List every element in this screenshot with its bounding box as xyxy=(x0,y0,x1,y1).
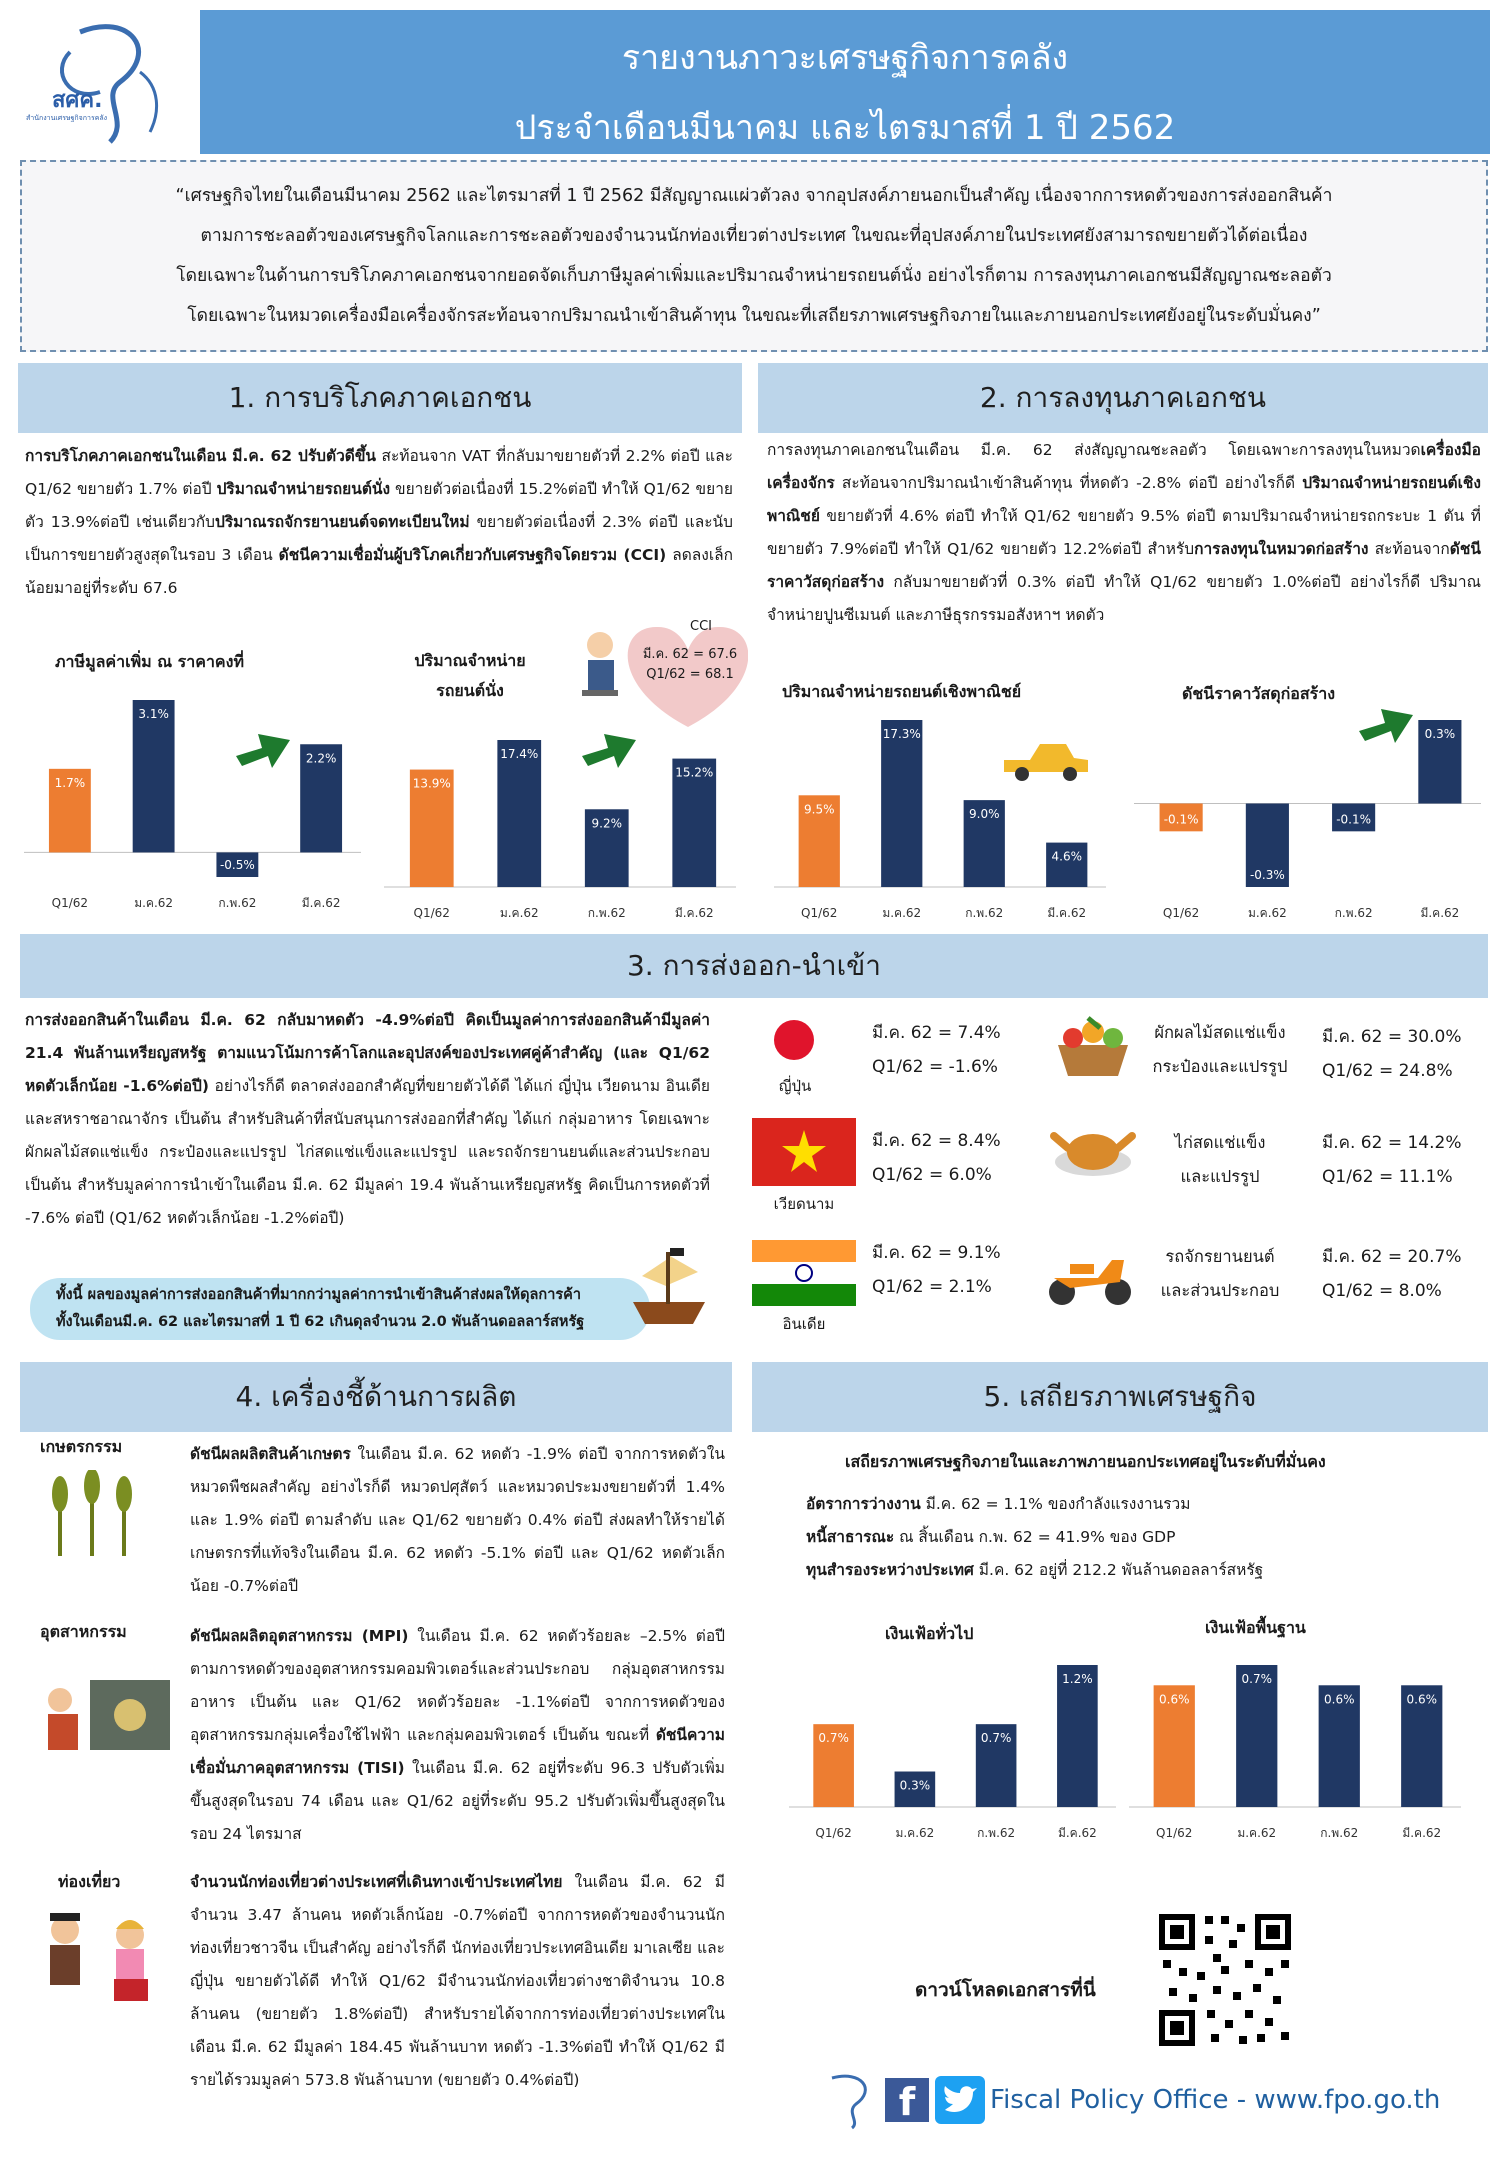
chart-data-label: 0.6% xyxy=(1159,1692,1190,1707)
product-chicken xyxy=(1140,1126,1300,1194)
text-bold: การบริโภคภาคเอกชนในเดือน มี.ค. 62 ปรับตัวดีขึ้น xyxy=(25,447,377,465)
text: ในเดือน มี.ค. 62 มีจำนวน 3.47 ล้านคน หดตัวเล็กน้อย -0.7%ต่อปี จากการหดตัวของจำนวนนักท่องเที่ยวชาวจีน เป็นสำคัญ อย่างไรก็ดี นักท่องเที่ยวประเทศอินเดีย มาเลเซีย และญี่ปุ่น ขยายตัวได้ดี ทำให้ Q1/62 มีจำนวนนักท่องเที่ยวต่างชาติจำนวน 10.8 ล้านคน (ขยายตัว 1.8%ต่อปี) สำหรับรายได้จากการท่องเที่ยวต่างประเทศในเดือน มี.ค. 62 มีมูลค่า 184.45 พันล้านบาท หดตัว -1.3%ต่อปี ทำให้ Q1/62 มีรายได้รวมมูลค่า 573.8 พันล้านบาท (ขยายตัว 0.4%ต่อปี) xyxy=(190,1873,725,2089)
report-subtitle: ประจำเดือนมีนาคม และไตรมาสที่ 1 ปี 2562 xyxy=(514,108,1176,148)
chart-data-label: 13.9% xyxy=(412,776,451,791)
chart-tick-label: Q1/62 xyxy=(801,906,838,920)
tourism-text xyxy=(190,1866,725,2097)
qr-code-icon[interactable] xyxy=(1155,1910,1295,2050)
stat-month: มี.ค. 62 = 30.0% xyxy=(1322,1027,1462,1047)
text-bold: อัตราการว่างงาน xyxy=(806,1495,921,1513)
country-name: ญี่ปุ่น xyxy=(778,1077,812,1095)
chart-bar xyxy=(881,720,922,887)
chart-tick-label: ก.พ.62 xyxy=(1334,906,1373,920)
chart-title-car-sales: ปริมาณจำหน่าย รถยนต์นั่ง xyxy=(414,651,526,700)
chicken-icon xyxy=(1048,1118,1138,1190)
tourist-icon xyxy=(30,1905,180,2005)
chart-tick-label: ม.ค.62 xyxy=(882,906,922,920)
chart-data-label: 9.5% xyxy=(804,802,835,817)
chart-bar xyxy=(1236,1665,1277,1807)
section-3-text xyxy=(25,1004,710,1235)
chart-data-label: 1.2% xyxy=(1062,1672,1093,1686)
chart-data-label: 0.6% xyxy=(1324,1692,1355,1707)
text-bold: จำนวนนักท่องเที่ยวต่างประเทศที่เดินทางเข้าประเทศไทย xyxy=(190,1873,563,1891)
chart-data-label: 4.6% xyxy=(1051,849,1082,864)
up-arrow-icon xyxy=(232,722,294,777)
trade-balance-text: ทั้งในเดือนมี.ค. 62 และไตรมาสที่ 1 ปี 62 เกินดุลจำนวน 2.0 พันล้านดอลลาร์สหรัฐ xyxy=(56,1314,585,1330)
chart-data-label: 0.7% xyxy=(818,1731,849,1746)
stat-quarter: Q1/62 = -1.6% xyxy=(872,1057,998,1077)
summary-line: “เศรษฐกิจไทยในเดือนมีนาคม 2562 และไตรมาสที่ 1 ปี 2562 มีสัญญาณแผ่วตัวลง จากอุปสงค์ภายนอกเป็นสำคัญ เนื่องจากการหดตัวของการส่งออกสินค้า xyxy=(175,186,1333,206)
product-name: ไก่สดแช่แข็ง xyxy=(1174,1133,1266,1152)
chart-data-label: 2.2% xyxy=(305,751,337,766)
chart-tick-label: ก.พ.62 xyxy=(965,906,1004,920)
chart-tick-label: ม.ค.62 xyxy=(499,906,539,920)
chart-data-label: 3.1% xyxy=(138,707,169,721)
stat-quarter: Q1/62 = 2.1% xyxy=(872,1277,992,1297)
public-debt-row xyxy=(806,1521,1466,1554)
text-bold: หนี้สาธารณะ xyxy=(806,1528,895,1546)
summary-line: โดยเฉพาะในหมวดเครื่องมือเครื่องจักรสะท้อนจากปริมาณนำเข้าสินค้าทุน ในขณะที่เสถียรภาพเศรษฐกิจภายในและภายนอกประเทศยังอยู่ในระดับมั่นคง” xyxy=(187,306,1321,326)
text-bold: ดัชนีผลผลิตสินค้าเกษตร xyxy=(190,1445,351,1463)
stat-quarter: Q1/62 = 8.0% xyxy=(1322,1281,1442,1301)
chart-construction-index xyxy=(1130,700,1485,925)
text: ในเดือน มี.ค. 62 หดตัว -1.9% ต่อปี จากการหดตัวในหมวดพืชผลสำคัญ อย่างไรก็ดี หมวดปศุสัตว์ และหมวดประมงขยายตัวที่ 1.4% และ 1.9% ต่อปี ตามลำดับ และ Q1/62 ขยายตัว 0.4% ต่อปี ส่งผลทำให้รายได้เกษตรกรที่แท้จริงในเดือน มี.ค. 62 หดตัว -5.1% ต่อปี และ Q1/62 หดตัวเล็กน้อย -0.7%ต่อปี xyxy=(190,1445,725,1595)
text: ลดลงเล็กน้อยมาอยู่ที่ระดับ 67.6 xyxy=(25,546,734,597)
country-india xyxy=(752,1240,856,1336)
up-arrow-icon xyxy=(1355,697,1417,752)
stability-headline: เสถียรภาพเศรษฐกิจภายในและภาพภายนอกประเทศอยู่ในระดับที่มั่นคง xyxy=(845,1452,1326,1471)
product-name: รถจักรยานยนต์ xyxy=(1165,1247,1275,1266)
chart-tick-label: ก.พ.62 xyxy=(1320,1826,1359,1840)
chart-tick-label: Q1/62 xyxy=(1162,906,1200,920)
stat-quarter: Q1/62 = 24.8% xyxy=(1322,1061,1453,1081)
chart-bar xyxy=(133,700,175,852)
text-bold: ปริมาณจำหน่ายรถยนต์นั่ง xyxy=(216,480,391,498)
tourism-label: ท่องเที่ยว xyxy=(58,1872,121,1891)
text-bold: การส่งออกสินค้าในเดือน มี.ค. 62 กลับมาหดตัว -4.9%ต่อปี คิดเป็นมูลค่าการส่งออกสินค้ามีมูลค่า 21.4 พันล้านเหรียญสหรัฐ ตามแนวโน้มการค้าโลกและอุปสงค์ของประเทศคู่ค้าสำคัญ (และ Q1/62 หดตัวเล็กน้อย -1.6%ต่อปี) xyxy=(25,1011,710,1095)
chart-tick-label: มี.ค.62 xyxy=(1057,1826,1097,1840)
text: กลับมาขยายตัวที่ 0.3% ต่อปี ทำให้ Q1/62 ขยายตัว 1.0%ต่อปี อย่างไรก็ดี ปริมาณจำหน่ายปูนซีเมนต์ และภาษีธุรกรรมอสังหาฯ หดตัว xyxy=(767,573,1481,624)
chart-data-label: -0.1% xyxy=(1336,812,1372,827)
text-bold: ดัชนีราคาวัสดุก่อสร้าง xyxy=(767,540,1481,591)
facebook-icon[interactable]: f xyxy=(885,2078,929,2122)
chart-data-label: 15.2% xyxy=(675,765,714,780)
product-name: และส่วนประกอบ xyxy=(1160,1281,1280,1300)
summary-line: ตามการชะลอตัวของเศรษฐกิจโลกและการชะลอตัวของจำนวนนักท่องเที่ยวต่างประเทศ ในขณะที่อุปสงค์ภายในประเทศยังสามารถขยายตัวได้ต่อเนื่อง xyxy=(200,226,1308,246)
country-name: อินเดีย xyxy=(782,1315,826,1333)
chart-tick-label: Q1/62 xyxy=(815,1826,852,1840)
stability-list xyxy=(806,1488,1466,1587)
vietnam-flag-icon xyxy=(752,1118,856,1186)
product-name: กระป๋องและแปรรูป xyxy=(1152,1057,1288,1076)
summary-line: โดยเฉพาะในด้านการบริโภคภาคเอกชนจากยอดจัดเก็บภาษีมูลค่าเพิ่มและปริมาณจำหน่ายรถยนต์นั่ง อย่างไรก็ตาม การลงทุนภาคเอกชนมีสัญญาณชะลอตัว xyxy=(176,266,1332,286)
chart-title-commercial: ปริมาณจำหน่ายรถยนต์เชิงพาณิชย์ xyxy=(782,682,1022,701)
chart-data-label: 0.3% xyxy=(899,1778,931,1793)
stat-month: มี.ค. 62 = 14.2% xyxy=(1322,1133,1462,1153)
product-name: ผักผลไม้สดแช่แข็ง xyxy=(1154,1023,1286,1042)
chart-car-sales xyxy=(380,690,740,925)
footer-logo-icon xyxy=(812,2070,882,2130)
industry-icon xyxy=(30,1660,180,1770)
chart-bar xyxy=(1057,1665,1098,1807)
chart-headline-inflation xyxy=(785,1655,1120,1845)
chart-bar xyxy=(497,740,541,887)
chart-core-inflation xyxy=(1125,1655,1465,1845)
text: ในเดือน มี.ค. 62 อยู่ที่ระดับ 96.3 ปรับตัวเพิ่มขึ้นสูงสุดในรอบ 74 เดือน และ Q1/62 อยู่ที่ระดับ 95.2 ปรับตัวเพิ่มขึ้นสูงสุดในรอบ 24 ไตรมาส xyxy=(190,1759,725,1843)
cci-month: มี.ค. 62 = 67.6 xyxy=(642,647,738,662)
chart-title-construction: ดัชนีราคาวัสดุก่อสร้าง xyxy=(1182,684,1336,703)
product-stat-motorcycle xyxy=(1322,1240,1461,1308)
chart-data-label: 0.7% xyxy=(980,1731,1012,1746)
chart-tick-label: ก.พ.62 xyxy=(977,1826,1016,1840)
twitter-icon[interactable] xyxy=(935,2076,985,2124)
text: อย่างไรก็ดี ตลาดส่งออกสำคัญที่ขยายตัวได้ดี ได้แก่ ญี่ปุ่น เวียดนาม อินเดีย และสหราชอาณาจักร เป็นต้น สำหรับสินค้าที่สนับสนุนการส่งออกที่สำคัญ ได้แก่ กลุ่มอาหาร โดยเฉพาะผักผลไม้สดแช่แข็ง กระป๋องและแปรรูป ไก่สดแช่แข็งและแปรรูป และรถจักรยานยนต์และส่วนประกอบ เป็นต้น สำหรับมูลค่าการนำเข้าในเดือน มี.ค. 62 มีมูลค่า 19.4 พันล้านเหรียญสหรัฐ คิดเป็นการหดตัวที่ -7.6% ต่อปี (Q1/62 หดตัวเล็กน้อย -1.2%ต่อปี) xyxy=(25,1077,710,1227)
text: ขยายตัวต่อเนื่องที่ 15.2%ต่อปี ทำให้ Q1/62 ขยายตัว 13.9%ต่อปี เช่นเดียวกับ xyxy=(25,480,733,531)
cci-title: CCI xyxy=(690,619,712,634)
chart-data-label: 1.7% xyxy=(54,775,86,790)
section-2-text xyxy=(767,434,1481,632)
stat-month: มี.ค. 62 = 9.1% xyxy=(872,1243,1001,1263)
chart-tick-label: มี.ค.62 xyxy=(1402,1826,1442,1840)
chart-title-vat: ภาษีมูลค่าเพิ่ม ณ ราคาคงที่ xyxy=(55,652,244,671)
text: ขยายตัวต่อเนื่องที่ 2.3% ต่อปี และนับเป็นการขยายตัวสูงสุดในรอบ 3 เดือน xyxy=(25,513,733,564)
text: มี.ค. 62 อยู่ที่ 212.2 พันล้านดอลลาร์สหรัฐ xyxy=(973,1561,1264,1579)
text: มี.ค. 62 = 1.1% ของกำลังแรงงานรวม xyxy=(920,1495,1191,1513)
text-bold: ปริมาณจำหน่ายรถยนต์เชิงพาณิชย์ xyxy=(767,474,1481,525)
text-bold: ดัชนีผลผลิตอุตสาหกรรม (MPI) xyxy=(190,1627,409,1645)
cci-quarter: Q1/62 = 68.1 xyxy=(646,667,734,682)
stat-month: มี.ค. 62 = 20.7% xyxy=(1322,1247,1462,1267)
country-name: เวียดนาม xyxy=(773,1195,835,1213)
unemployment-row xyxy=(806,1488,1466,1521)
chart-data-label: 17.3% xyxy=(882,727,921,741)
chart-tick-label: ก.พ.62 xyxy=(218,896,257,910)
chart-tick-label: มี.ค.62 xyxy=(301,896,341,910)
chart-tick-label: มี.ค.62 xyxy=(1047,906,1087,920)
stat-quarter: Q1/62 = 11.1% xyxy=(1322,1167,1453,1187)
text: การลงทุนภาคเอกชนในเดือน มี.ค. 62 ส่งสัญญาณชะลอตัว โดยเฉพาะการลงทุนในหมวด xyxy=(767,441,1421,459)
text-bold: ดัชนีความเชื่อมั่นภาคอุตสาหกรรม (TISI) xyxy=(190,1726,725,1777)
country-stat-vietnam xyxy=(872,1124,1001,1192)
chart-tick-label: Q1/62 xyxy=(51,896,89,910)
country-vietnam xyxy=(752,1118,856,1216)
report-title: รายงานภาวะเศรษฐกิจการคลัง xyxy=(621,38,1069,78)
text-bold: การลงทุนในหมวดก่อสร้าง xyxy=(1194,540,1369,558)
chart-data-label: 0.3% xyxy=(1424,727,1456,741)
chart-title-core-inflation: เงินเฟ้อพื้นฐาน xyxy=(1205,1618,1306,1637)
section-4-title: 4. เครื่องชี้ด้านการผลิต xyxy=(20,1362,732,1432)
text: สะท้อนจากปริมาณนำเข้าสินค้าทุน ที่หดตัว -2.8% ต่อปี อย่างไรก็ดี xyxy=(834,474,1303,492)
logo-subtext: สำนักงานเศรษฐกิจการคลัง xyxy=(26,114,108,122)
trade-balance-text: ทั้งนี้ ผลของมูลค่าการส่งออกสินค้าที่มากกว่ามูลค่าการนำเข้าสินค้าส่งผลให้ดุลการค้า xyxy=(56,1287,581,1303)
stat-month: มี.ค. 62 = 8.4% xyxy=(872,1131,1001,1151)
product-stat-fruit xyxy=(1322,1020,1461,1088)
download-label: ดาวน์โหลดเอกสารที่นี่ xyxy=(915,1979,1096,2001)
text: ในเดือน มี.ค. 62 หดตัวร้อยละ –2.5% ต่อปี ตามการหดตัวของอุตสาหกรรมคอมพิวเตอร์และส่วนประกอบ กลุ่มอุตสาหกรรมอาหาร เป็นต้น และ Q1/62 หดตัวร้อยละ -1.1%ต่อปี จากการหดตัวของอุตสาหกรรมกลุ่มเครื่องใช้ไฟฟ้า และกลุ่มคอมพิวเตอร์ เป็นต้น ขณะที่ xyxy=(190,1627,725,1744)
ship-icon xyxy=(628,1242,710,1337)
text-bold: เครื่องมือเครื่องจักร xyxy=(767,441,1481,492)
chart-data-label: 0.7% xyxy=(1241,1672,1272,1686)
japan-flag-icon xyxy=(774,1020,814,1060)
text-bold: ดัชนีความเชื่อมั่นผู้บริโภคเกี่ยวกับเศรษฐกิจโดยรวม (CCI) xyxy=(278,546,667,564)
chart-tick-label: ม.ค.62 xyxy=(895,1826,935,1840)
chart-data-label: -0.1% xyxy=(1163,812,1199,827)
motorcycle-icon xyxy=(1040,1238,1140,1310)
text: ณ สิ้นเดือน ก.พ. 62 = 41.9% ของ GDP xyxy=(894,1528,1176,1546)
stat-quarter: Q1/62 = 6.0% xyxy=(872,1165,992,1185)
chart-tick-label: Q1/62 xyxy=(1156,1826,1193,1840)
chart-data-label: 17.4% xyxy=(500,747,539,761)
india-flag-icon xyxy=(752,1240,856,1306)
chart-data-label: 9.0% xyxy=(969,807,1000,822)
chart-data-label: -0.3% xyxy=(1249,868,1285,882)
fpo-logo xyxy=(10,12,185,152)
summary-box xyxy=(20,160,1488,352)
chart-tick-label: ม.ค.62 xyxy=(134,896,174,910)
trade-balance-banner xyxy=(30,1278,650,1340)
chart-tick-label: มี.ค.62 xyxy=(674,906,714,920)
chart-tick-label: ก.พ.62 xyxy=(587,906,626,920)
section-5-title: 5. เสถียรภาพเศรษฐกิจ xyxy=(752,1362,1488,1432)
product-fruit xyxy=(1140,1016,1300,1084)
chart-tick-label: Q1/62 xyxy=(413,906,450,920)
text: สะท้อนจาก xyxy=(1368,540,1450,558)
product-name: และแปรรูป xyxy=(1180,1167,1260,1186)
stat-month: มี.ค. 62 = 7.4% xyxy=(872,1023,1001,1043)
chart-title-headline-inflation: เงินเฟ้อทั่วไป xyxy=(885,1624,974,1643)
chart-tick-label: มี.ค.62 xyxy=(1420,906,1460,920)
logo-text: สศค. xyxy=(52,88,103,113)
industry-text xyxy=(190,1620,725,1851)
text: ขยายตัวที่ 4.6% ต่อปี ทำให้ Q1/62 ขยายตัว 9.5% ต่อปี ตามปริมาณจำหน่ายรถกระบะ 1 ตัน ที่ขยายตัว 7.9%ต่อปี ทำให้ Q1/62 ขยายตัว 12.2%ต่อปี สำหรับ xyxy=(767,507,1481,558)
section-2-title: 2. การลงทุนภาคเอกชน xyxy=(758,363,1488,433)
footer-website[interactable]: Fiscal Policy Office - www.fpo.go.th xyxy=(990,2085,1441,2115)
agriculture-text xyxy=(190,1438,725,1603)
product-stat-chicken xyxy=(1322,1126,1461,1194)
country-stat-india xyxy=(872,1236,1001,1304)
country-stat-japan xyxy=(872,1016,1001,1084)
up-arrow-icon xyxy=(578,722,640,777)
fruit-basket-icon xyxy=(1048,1010,1138,1080)
text-bold: ปริมาณรถจักรยานยนต์จดทะเบียนใหม่ xyxy=(214,513,470,531)
industry-label: อุตสาหกรรม xyxy=(40,1622,127,1641)
wheat-icon xyxy=(40,1470,160,1560)
section-3-title: 3. การส่งออก-นำเข้า xyxy=(20,934,1488,998)
chart-data-label: 9.2% xyxy=(591,816,622,831)
text: สะท้อนจาก VAT ที่กลับมาขยายตัวที่ 2.2% ต่อปี และ Q1/62 ขยายตัว 1.7% ต่อปี xyxy=(25,447,733,498)
section-1-title: 1. การบริโภคภาคเอกชน xyxy=(18,363,742,433)
chart-tick-label: ม.ค.62 xyxy=(1247,906,1287,920)
product-motorcycle xyxy=(1140,1240,1300,1308)
section-1-text xyxy=(25,440,733,605)
text-bold: ทุนสำรองระหว่างประเทศ xyxy=(806,1561,974,1579)
pickup-truck-icon xyxy=(1000,730,1090,782)
person-icon xyxy=(587,632,613,658)
agriculture-label: เกษตรกรรม xyxy=(40,1437,123,1456)
chart-data-label: -0.5% xyxy=(219,858,255,872)
chart-vat xyxy=(20,690,365,915)
chart-data-label: 0.6% xyxy=(1406,1692,1437,1707)
chart-tick-label: ม.ค.62 xyxy=(1237,1826,1277,1840)
reserves-row xyxy=(806,1554,1466,1587)
page-header xyxy=(200,10,1490,154)
